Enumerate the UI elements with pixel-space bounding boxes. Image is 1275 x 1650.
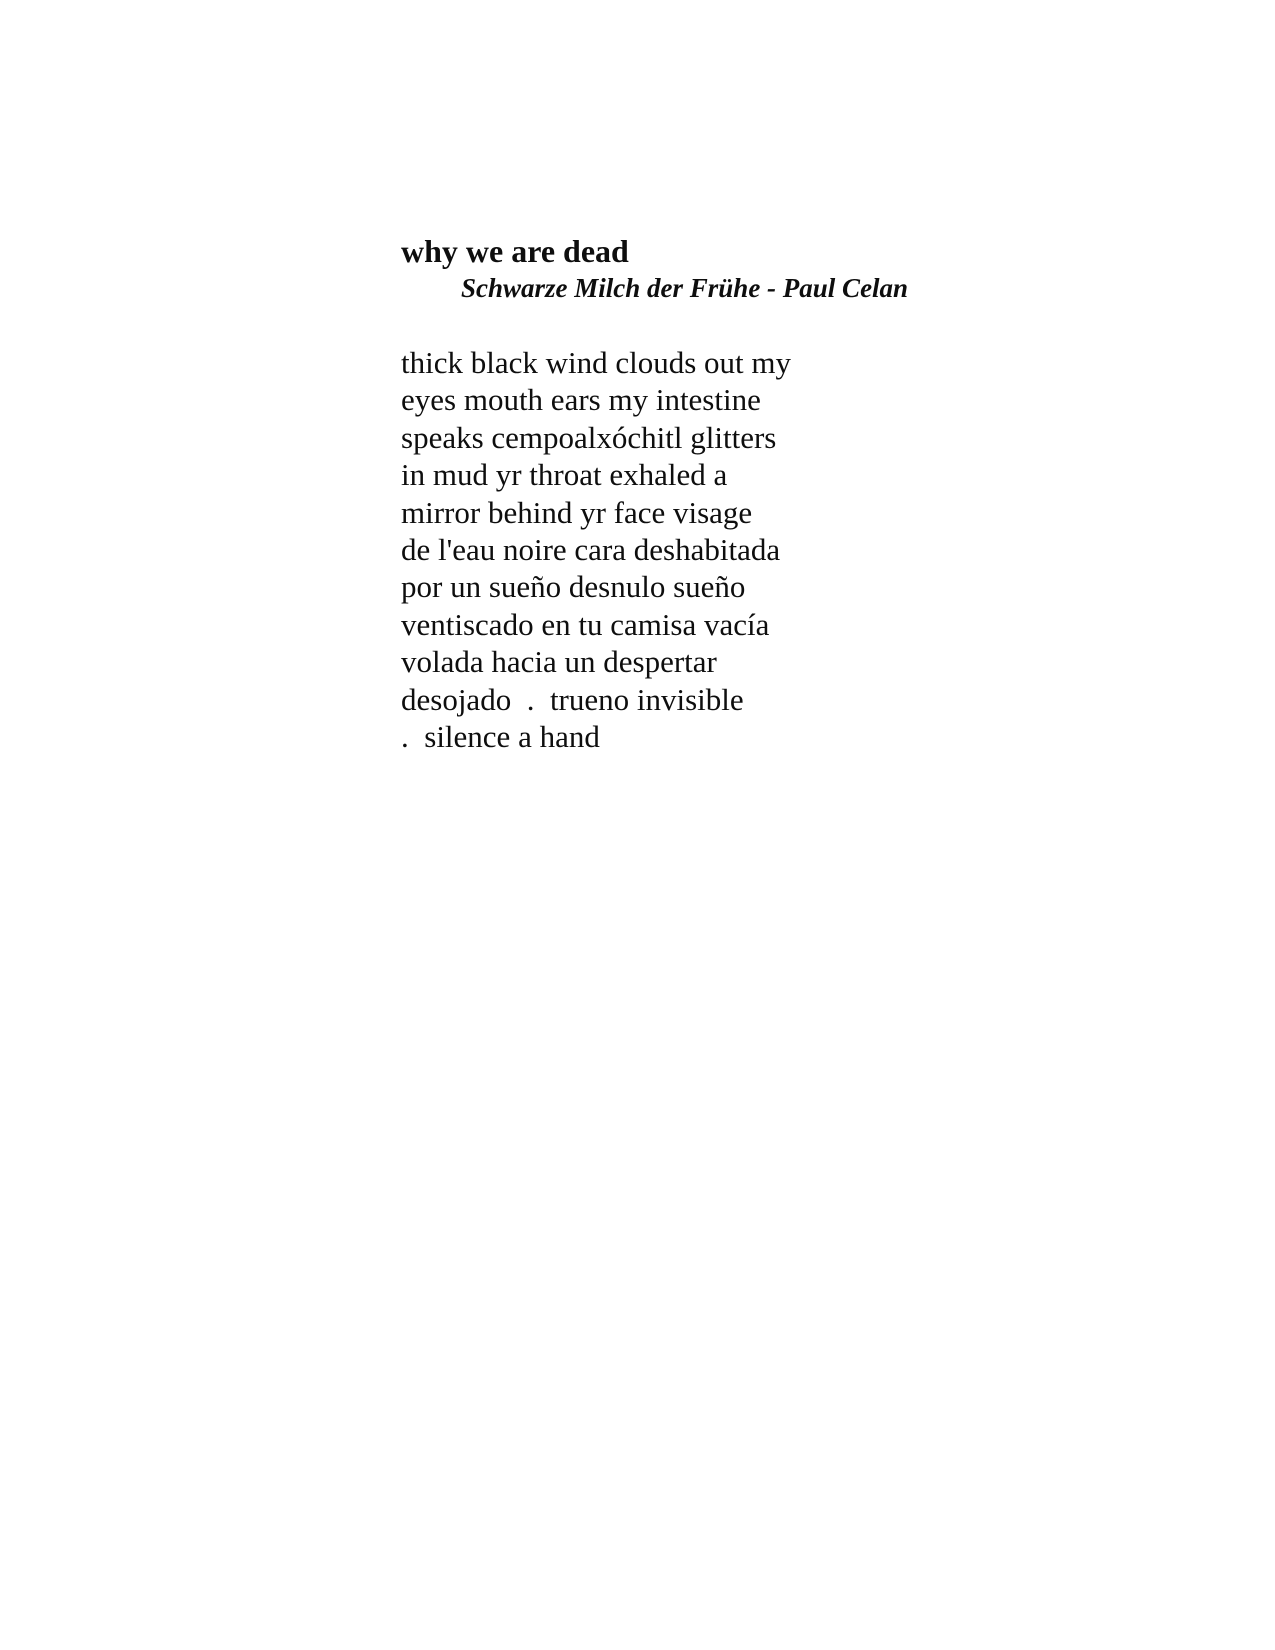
poem-line: volada hacia un despertar xyxy=(401,644,717,680)
poem xyxy=(401,232,961,755)
poem-line: de l'eau noire cara deshabitada xyxy=(401,532,781,568)
poem-title: why we are dead xyxy=(401,233,629,269)
poem-line: in mud yr throat exhaled a xyxy=(401,457,728,493)
poem-epigraph: Schwarze Milch der Frühe - Paul Celan xyxy=(461,273,909,303)
poem-line: eyes mouth ears my intestine xyxy=(401,382,761,418)
poem-line: ventiscado en tu camisa vacía xyxy=(401,606,770,642)
poem-line: . silence a hand xyxy=(401,719,600,755)
poem-line: thick black wind clouds out my xyxy=(401,345,792,380)
poem-line: speaks cempoalxóchitl glitters xyxy=(401,419,777,455)
poem-line: desojado . trueno invisible xyxy=(401,681,744,717)
poem-body xyxy=(401,344,961,755)
poem-line: por un sueño desnulo sueño xyxy=(401,569,746,605)
poem-line: mirror behind yr face visage xyxy=(401,494,753,530)
